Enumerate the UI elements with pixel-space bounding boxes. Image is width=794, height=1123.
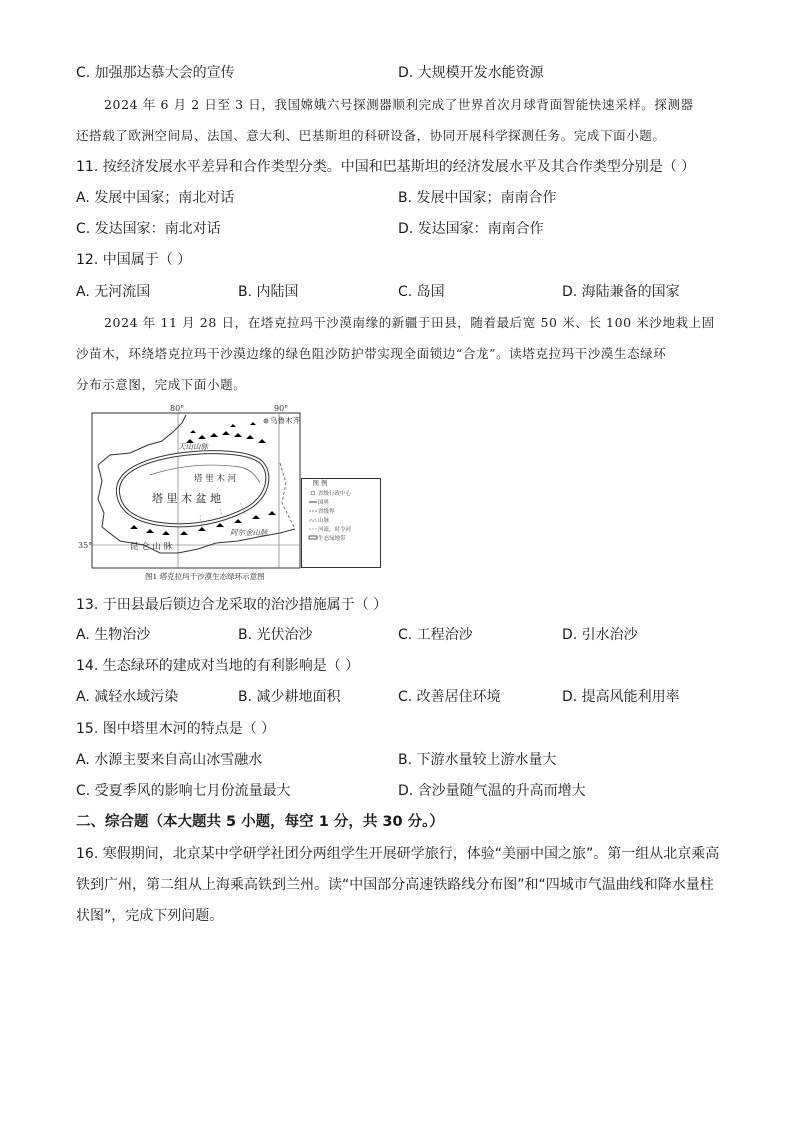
q13-option-d: D. 引水治沙 (562, 627, 638, 643)
map-basin-label: 塔 里 木 盆 地 (152, 492, 221, 505)
q15-option-c: C. 受夏季风的影响七月份流量最大 (76, 783, 291, 799)
passage2-line2: 沙苗木，环绕塔克拉玛干沙漠边缘的绿色阻沙防护带实现全面锁边“合龙”。读塔克拉玛干沙漠生态绿环 (76, 346, 667, 361)
q10-option-d: D. 大规模开发水能资源 (398, 65, 544, 81)
q13-stem: 13. 于田县最后锁边合龙采取的治沙措施属于（ ） (76, 597, 388, 613)
q11-stem: 11. 按经济发展水平差异和合作类型分类。中国和巴基斯坦的经济发展水平及其合作类型分别是（ ） (76, 159, 696, 175)
map-kunlun-label: 昆 仑 山 脉 (130, 542, 173, 552)
q14-option-a: A. 减轻水域污染 (76, 689, 179, 705)
q11-option-a: A. 发展中国家；南北对话 (76, 190, 235, 206)
legend-item-4: 河流、时令河 (318, 527, 352, 533)
q14-option-d: D. 提高风能利用率 (562, 689, 680, 705)
passage1-line2: 还搭载了欧洲空间局、法国、意大利、巴基斯坦的科研设备，协同开展科学探测任务。完成下面小题。 (76, 128, 666, 143)
q15-option-d: D. 含沙量随气温的升高而增大 (398, 783, 586, 799)
legend-title: 图 例 (312, 479, 328, 487)
legend-item-5: 生态绿地带 (318, 536, 346, 542)
map-lon-90: 90° (274, 404, 289, 413)
q16-line2: 铁到广州，第二组从上海乘高铁到兰州。读“中国部分高速铁路线分布图”和“四城市气温曲线和降水量柱 (76, 877, 714, 893)
q12-stem: 12. 中国属于（ ） (76, 252, 192, 268)
q11-option-b: B. 发展中国家；南南合作 (398, 190, 557, 206)
q14-stem: 14. 生态绿环的建成对当地的有利影响是（ ） (76, 658, 360, 674)
q13-option-a: A. 生物治沙 (76, 627, 151, 643)
passage1-line1: 2024 年 6 月 2 日至 3 日，我国嫦娥六号探测器顺利完成了世界首次月球背面智能快速采样。探测器 (104, 97, 694, 112)
urumqi-dot (265, 420, 267, 422)
map-river-label: 塔 里 木 河 (194, 474, 237, 484)
legend-item-0: 省级行政中心 (318, 491, 352, 497)
map-caption: 图1 塔克拉玛干沙漠生态绿环示意图 (145, 572, 265, 581)
passage2-line3: 分布示意图，完成下面小题。 (76, 377, 247, 392)
map-tianshan-label: 天山山脉 (178, 442, 208, 451)
q12-option-a: A. 无河流国 (76, 284, 151, 300)
section2-title: 二、综合题（本大题共 5 小题，每空 1 分，共 30 分。） (76, 814, 444, 830)
passage2-line1: 2024 年 11 月 28 日，在塔克拉玛干沙漠南缘的新疆于田县，随着最后宽 50 米、长 100 米沙地栽上固 (104, 315, 715, 330)
q16-line1: 16. 寒假期间，北京某中学研学社团分两组学生开展研学旅行，体验“美丽中国之旅”。第一组从北京乘高 (76, 846, 720, 862)
q10-option-c: C. 加强那达慕大会的宣传 (76, 65, 235, 81)
map-altun-label: 阿尔金山脉 (230, 528, 268, 537)
q12-option-d: D. 海陆兼备的国家 (562, 284, 680, 300)
legend-item-3: 山脉 (318, 518, 330, 524)
legend-item-1: 国界 (318, 500, 330, 506)
q16-line3: 状图”，完成下列问题。 (76, 908, 224, 924)
q11-option-c: C. 发达国家：南北对话 (76, 221, 221, 237)
map-lat-35: 35° (78, 541, 93, 550)
map-city-label: 乌鲁木齐 (270, 416, 300, 425)
q14-option-b: B. 减少耕地面积 (238, 689, 341, 705)
q15-stem: 15. 图中塔里木河的特点是（ ） (76, 721, 276, 737)
taklimakan-map (78, 403, 352, 585)
q14-option-c: C. 改善居住环境 (398, 689, 501, 705)
q15-option-a: A. 水源主要来自高山冰雪融水 (76, 752, 263, 768)
q12-option-c: C. 岛国 (398, 284, 445, 300)
q13-option-c: C. 工程治沙 (398, 627, 473, 643)
legend-item-2: 省级界 (318, 509, 335, 515)
q15-option-b: B. 下游水量较上游水量大 (398, 752, 557, 768)
q13-option-b: B. 光伏治沙 (238, 627, 313, 643)
map-lon-80: 80° (170, 404, 185, 413)
q12-option-b: B. 内陆国 (238, 284, 299, 300)
legend-frame (301, 478, 381, 568)
q11-option-d: D. 发达国家：南南合作 (398, 221, 544, 237)
